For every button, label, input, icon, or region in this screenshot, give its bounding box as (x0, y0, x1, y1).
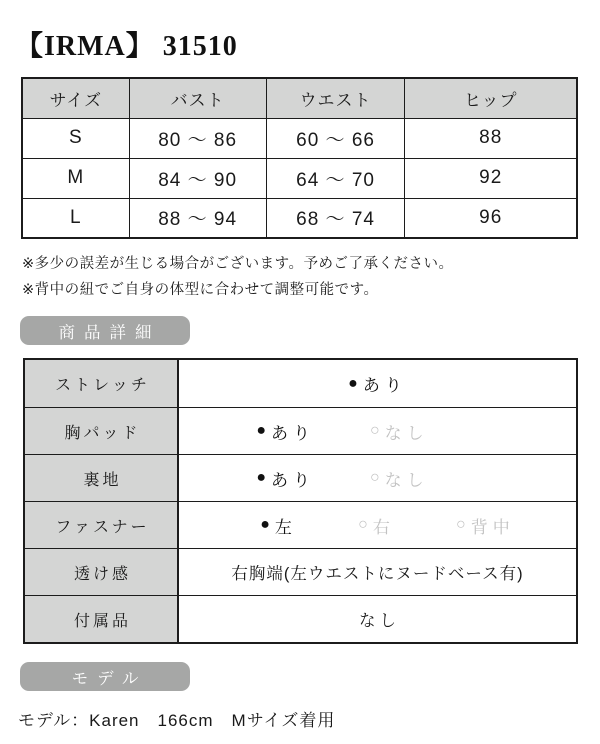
size-table-row-m (22, 158, 577, 198)
section-badge-model: モデル (20, 662, 190, 691)
option-label: あり (271, 423, 315, 443)
hip-cell: 88 (405, 118, 577, 158)
detail-row-stretch (25, 360, 576, 407)
detail-label: 付属品 (25, 596, 179, 642)
size-table-header-row (22, 78, 577, 118)
model-info: モデル：Karen 166cm Mサイズ着用 (18, 711, 336, 730)
radio-selected-icon: ● (256, 469, 266, 486)
option-label: 右 (372, 517, 395, 537)
detail-value: 右胸端(左ウエストにヌードベース有) (231, 565, 524, 583)
product-spec-sheet (0, 24, 600, 744)
option-unselected (370, 466, 429, 491)
detail-label: 裏地 (25, 455, 179, 501)
detail-value: なし (359, 612, 400, 630)
option-unselected (456, 513, 515, 538)
option-label: なし (384, 423, 429, 443)
size-table-header-waist: ウエスト (266, 78, 405, 118)
option-label: 左 (274, 517, 297, 537)
size-table-header-hip: ヒップ (405, 78, 577, 118)
detail-label: ファスナー (25, 502, 179, 548)
waist-cell: 64 ～ 70 (266, 158, 405, 198)
size-table-header-size: サイズ (22, 78, 129, 118)
option-selected (260, 513, 297, 538)
option-label: 背中 (470, 517, 515, 537)
option-unselected (370, 419, 429, 444)
radio-unselected-icon: ○ (370, 422, 380, 439)
option-selected (256, 466, 315, 491)
detail-label: ストレッチ (25, 360, 179, 407)
radio-selected-icon: ● (256, 422, 266, 439)
bust-cell: 84 ～ 90 (129, 158, 266, 198)
radio-unselected-icon: ○ (456, 516, 466, 533)
size-cell: S (22, 118, 129, 158)
detail-row-accessories (25, 595, 576, 642)
option-selected (348, 371, 407, 396)
page-title: 【IRMA】 31510 (15, 31, 238, 62)
option-unselected (358, 513, 395, 538)
size-cell: M (22, 158, 129, 198)
note-adjustable: ※背中の紐でご自身の体型に合わせて調整可能です。 (22, 282, 379, 298)
option-label: なし (384, 470, 429, 490)
detail-label: 透け感 (25, 549, 179, 595)
bust-cell: 80 ～ 86 (129, 118, 266, 158)
size-cell: L (22, 198, 129, 238)
radio-unselected-icon: ○ (358, 516, 368, 533)
detail-row-sheerness (25, 548, 576, 595)
radio-selected-icon: ● (348, 374, 358, 392)
waist-cell: 68 ～ 74 (266, 198, 405, 238)
radio-unselected-icon: ○ (370, 469, 380, 486)
option-selected (256, 419, 315, 444)
section-badge-product-details: 商品詳細 (20, 316, 190, 345)
waist-cell: 60 ～ 66 (266, 118, 405, 158)
size-notes (22, 251, 600, 303)
size-table-row-s (22, 118, 577, 158)
detail-row-lining (25, 454, 576, 501)
detail-label: 胸パッド (25, 408, 179, 454)
note-tolerance: ※多少の誤差が生じる場合がございます。予めご了承ください。 (22, 256, 454, 272)
size-table-header-bust: バスト (129, 78, 266, 118)
size-table (21, 77, 578, 239)
size-table-row-l (22, 198, 577, 238)
hip-cell: 96 (405, 198, 577, 238)
product-details-table (23, 358, 578, 644)
hip-cell: 92 (405, 158, 577, 198)
option-label: あり (271, 470, 315, 490)
option-label: あり (362, 376, 407, 395)
detail-row-chest-pad (25, 407, 576, 454)
bust-cell: 88 ～ 94 (129, 198, 266, 238)
radio-selected-icon: ● (260, 516, 270, 533)
detail-row-fastener (25, 501, 576, 548)
